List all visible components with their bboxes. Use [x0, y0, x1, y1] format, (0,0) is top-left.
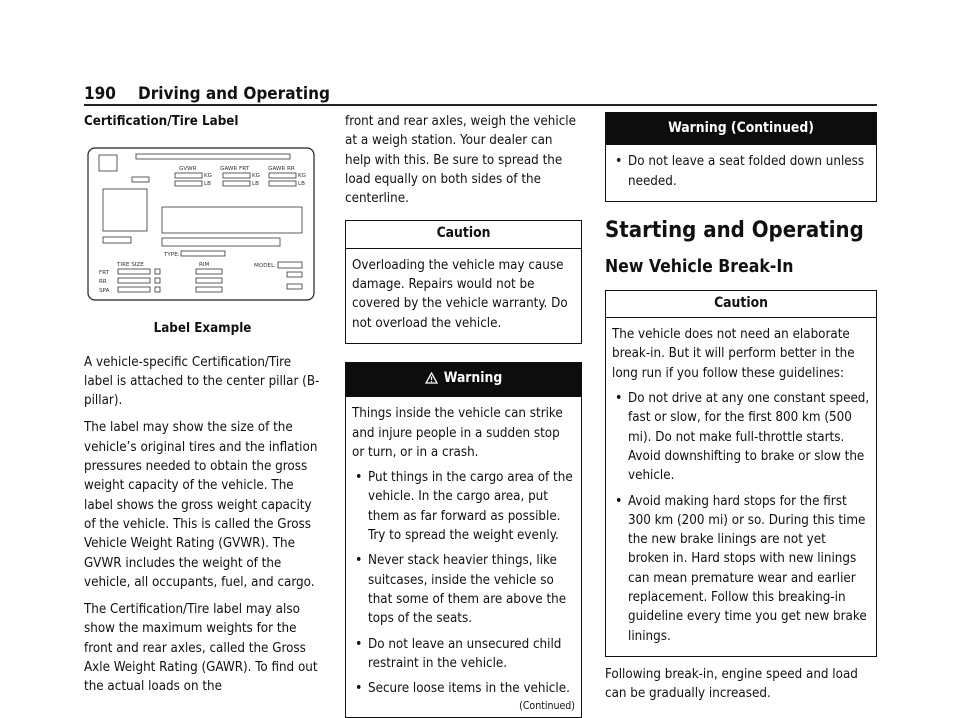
label-kg-1: KG — [204, 173, 213, 180]
label-rr: RR — [99, 279, 107, 286]
warning-triangle-icon — [425, 371, 438, 390]
column-2 — [345, 112, 582, 718]
label-model: MODEL: — [254, 263, 277, 270]
caution-box-break-in — [605, 290, 877, 657]
subsection-title: New Vehicle Break-In — [605, 256, 794, 277]
warning-item: • Do not leave an unsecured child restraint in the vehicle. — [352, 635, 575, 674]
label-gawr-frt: GAWR FRT — [220, 166, 250, 173]
col2-paragraph-1: front and rear axles, weigh the vehicle at a weigh station. Your dealer can help with this. Be sure to spread the load equally on both sides of the centerline. — [345, 114, 576, 207]
column-1 — [84, 112, 321, 705]
header-rule — [84, 104, 877, 106]
warning-item: • Secure loose items in the vehicle. — [352, 679, 575, 698]
caution-title: Caution — [346, 221, 581, 248]
caution-title-2: Caution — [606, 291, 876, 318]
col1-paragraph-2: The label may show the size of the vehicle’s original tires and the inflation pressures needed to obtain the gross weight capacity of the vehicle. The label shows the gross weight capacity of the vehicle. This is called the Gross Vehicle Weight Rating (GVWR). The GVWR includes the weight of the vehicle, all occupants, fuel, and cargo. — [84, 420, 318, 590]
label-lb-2: LB — [252, 181, 259, 188]
warning-box-cargo — [345, 362, 582, 718]
label-spa: SPA — [99, 288, 110, 295]
label-lb-1: LB — [204, 181, 211, 188]
label-heading: Certification/Tire Label — [84, 114, 239, 129]
col1-paragraph-3: The Certification/Tire label may also show the maximum weights for the front and rear axles, called the Gross Axle Weight Rating (GAWR). To find out the actual loads on the — [84, 602, 318, 695]
section-title: Starting and Operating — [605, 217, 864, 243]
label-rim: RIM — [199, 262, 210, 269]
warning-text: Things inside the vehicle can strike and injure people in a sudden stop or turn, or in a crash. — [352, 406, 563, 460]
figure-caption: Label Example — [153, 321, 252, 337]
label-lb-3: LB — [298, 181, 305, 188]
certification-label-figure — [87, 147, 315, 301]
after-break-in-text: Following break-in, engine speed and load can be gradually increased. — [605, 666, 858, 702]
warning-item: • Put things in the cargo area of the vehicle. In the cargo area, put them as far forward as possible. Try to spread the weight evenly. — [352, 468, 575, 545]
caution-text: Overloading the vehicle may cause damage. Repairs would not be covered by the vehicle warranty. Do not overload the vehicle. — [352, 257, 568, 331]
label-kg-3: KG — [298, 173, 307, 180]
caution-text-2: The vehicle does not need an elaborate break-in. But it will perform better in the long run if you follow these guidelines: — [612, 327, 855, 381]
label-type: TYPE: — [164, 252, 180, 259]
warning-item: • Never stack heavier things, like suitcases, inside the vehicle so that some of them are above the tops of the seats. — [352, 551, 575, 628]
label-kg-2: KG — [252, 173, 261, 180]
warning-title: Warning — [443, 369, 503, 386]
column-3 — [605, 112, 877, 712]
caution-item: • Avoid making hard stops for the first 300 km (200 mi) or so. During this time the new brake linings are not yet broken in. Hard stops with new linings can mean premature wear and earlier replacement. Follow this breaking-in guideline every time you get new brake linings. — [612, 492, 870, 646]
warning-continued-title: Warning (Continued) — [606, 113, 876, 145]
col1-paragraph-1: A vehicle-specific Certification/Tire label is attached to the center pillar (B-pillar). — [84, 354, 320, 409]
label-tire-size: TIRE SIZE — [117, 262, 144, 269]
page-number: 190 — [84, 84, 116, 104]
label-gawr-rr: GAWR RR — [268, 166, 295, 173]
warning-continued-box — [605, 112, 877, 202]
warning-header — [346, 363, 581, 397]
warning-continued-item: • Do not leave a seat folded down unless needed. — [612, 152, 870, 191]
section-header: Driving and Operating — [138, 84, 330, 104]
caution-box-overload — [345, 220, 582, 343]
label-frt: FRT — [99, 270, 110, 277]
caution-item: • Do not drive at any one constant speed, fast or slow, for the first 800 km (500 mi). Do not make full-throttle starts. Avoid downshifting to brake or slow the vehicle. — [612, 389, 870, 485]
continued-label: (Continued) — [519, 700, 575, 713]
label-gvwr: GVWR — [179, 166, 197, 173]
